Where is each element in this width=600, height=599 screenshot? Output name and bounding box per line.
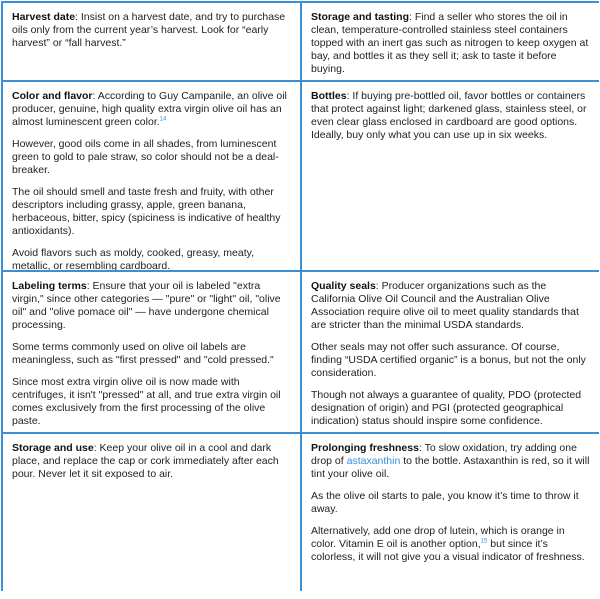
labeling-terms-text-3: Since most extra virgin olive oil is now made with centrifuges, it isn't "pressed" at all, and true extra virgin oil comes exclusively from the first processing of the olive paste. (12, 376, 281, 427)
bottles-text: Bottles: If buying pre-bottled oil, favor bottles or containers that protect against light; darkened glass, stainless steel, or even clear glass enclosed in cardboard are good options. Ideally, buy only what you can use up in six weeks. (311, 90, 587, 141)
bottles-title: Bottles (311, 90, 347, 102)
color-flavor-text-1: Color and flavor: According to Guy Campanile, an olive oil producer, genuine, high quality extra virgin olive oil has an almost luminescent green color.$^{14}$ (12, 90, 287, 128)
footnote-15[interactable]: 15 (480, 538, 488, 545)
storage-tasting-text: Storage and tasting: Find a seller who stores the oil in clean, temperature-controlled stainless steel containers topped with an inert gas such as nitrogen to keep oxygen at bay, and bottles it as they sell it; ask to taste it before buying. (311, 11, 589, 75)
cell-prolonging-freshness (302, 434, 599, 599)
quality-seals-text-3: Though not always a guarantee of quality, PDO (protected designation of origin) and PGI (protected geographical indication) status should inspire some confidence. (311, 389, 582, 427)
storage-use-text: Storage and use: Keep your olive oil in a cool and dark place, and replace the cap or cork immediately after each pour. Never let it sit exposed to air. (12, 442, 279, 480)
labeling-terms-text-1: Labeling terms: Ensure that your oil is labeled "extra virgin," since other categories — "pure" or "light" oil, "olive oil" and "olive pomace oil" — have undergone chemical processing. (12, 280, 281, 331)
color-flavor-title: Color and flavor (12, 90, 93, 102)
color-flavor-text-3: The oil should smell and taste fresh and fruity, with other descriptors including grassy, apple, green banana, herbaceous, bitter, spicy (spiciness is indicative of healthy antioxidants). (12, 186, 281, 237)
harvest-date-text: Harvest date: Insist on a harvest date, and try to purchase oils only from the current year’s harvest. Look for “early harvest” or “fall harvest.” (12, 11, 286, 49)
cell-storage-use (3, 434, 300, 599)
quality-seals-title: Quality seals (311, 280, 376, 292)
quality-seals-text-1: Quality seals: Producer organizations such as the California Olive Oil Council and the Australian Olive Association require olive oil to meet quality standards that are stricter than the minimal USDA standards. (311, 280, 579, 331)
astaxanthin-link[interactable]: astaxanthin (346, 455, 401, 467)
cell-harvest-date (3, 3, 300, 80)
prolonging-freshness-text-3: Alternatively, add one drop of lutein, which is orange in color. Vitamin E oil is another option,$^{15}$ but since it’s colorless, it will not give you a visual indicator of freshness. (311, 525, 585, 563)
labeling-terms-title: Labeling terms (12, 280, 87, 292)
color-flavor-text-4: Avoid flavors such as moldy, cooked, greasy, meaty, metallic, or resembling cardboard. (12, 247, 254, 270)
color-flavor-text-2: However, good oils come in all shades, from luminescent green to gold to pale straw, so color should not be a deal-breaker. (12, 138, 279, 176)
olive-oil-tips-table (1, 1, 599, 591)
prolonging-freshness-text-2: As the olive oil starts to pale, you know it’s time to throw it away. (311, 490, 579, 515)
cell-storage-tasting (302, 3, 599, 80)
labeling-terms-text-2: Some terms commonly used on olive oil labels are meaningless, such as "first pressed" and "cold pressed." (12, 341, 274, 366)
cell-bottles (302, 82, 599, 270)
cell-quality-seals (302, 272, 599, 432)
prolonging-freshness-title: Prolonging freshness (311, 442, 419, 454)
storage-tasting-title: Storage and tasting (311, 11, 410, 23)
quality-seals-text-2: Other seals may not offer such assurance. Of course, finding “USDA certified organic” is a bonus, but not the only consideration. (311, 341, 586, 379)
cell-color-flavor (3, 82, 300, 270)
footnote-14[interactable]: 14 (159, 116, 167, 123)
storage-use-title: Storage and use (12, 442, 94, 454)
harvest-date-title: Harvest date (12, 11, 76, 23)
cell-labeling-terms (3, 272, 300, 432)
prolonging-freshness-text-1: Prolonging freshness: To slow oxidation, try adding one drop of astaxanthin to the bottle. Astaxanthin is red, so it will tint your olive oil. (311, 442, 590, 480)
